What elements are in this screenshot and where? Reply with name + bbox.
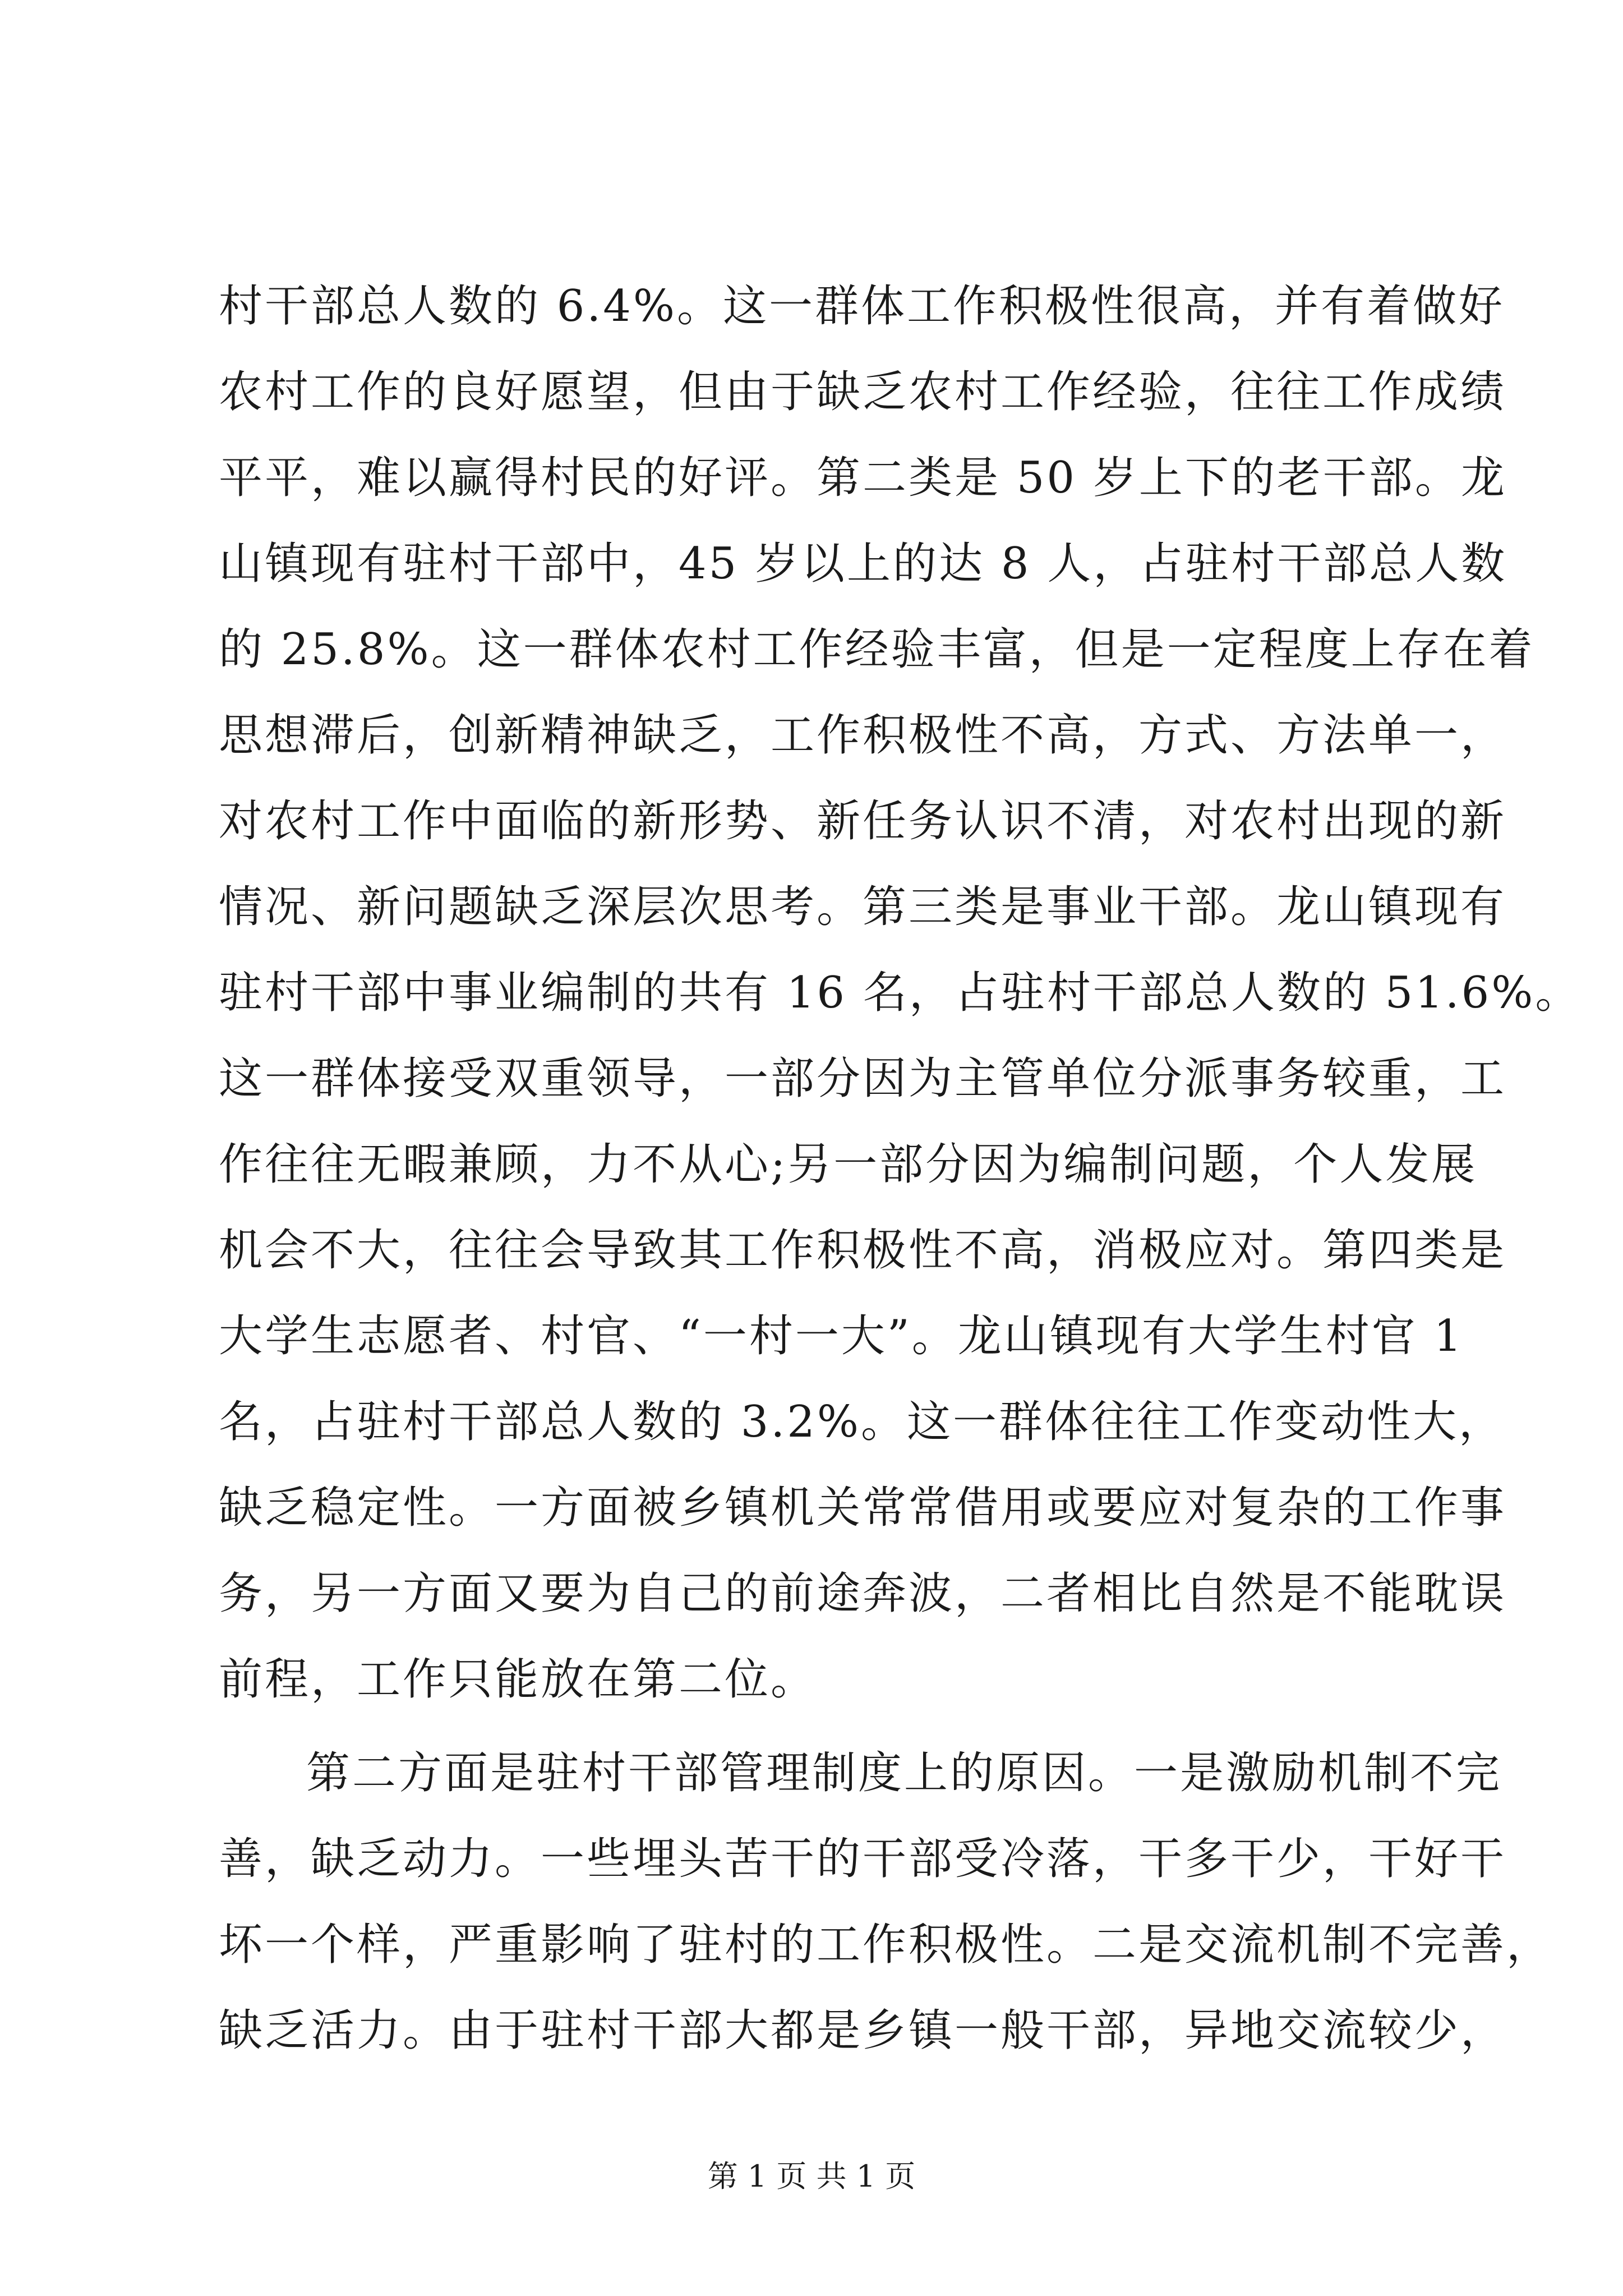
text-line: 缺乏活力。由于驻村干部大都是乡镇一般干部，异地交流较少，	[219, 2005, 1507, 2056]
text-line: 大学生志愿者、村官、“一村一大”。龙山镇现有大学生村官 1	[219, 1311, 1464, 1361]
text-line: 农村工作的良好愿望，但由于缺乏农村工作经验，往往工作成绩	[219, 367, 1507, 417]
text-line: 驻村干部中事业编制的共有 16 名，占驻村干部总人数的 51.6%。	[219, 968, 1581, 1018]
text-line: 情况、新问题缺乏深层次思考。第三类是事业干部。龙山镇现有	[219, 882, 1507, 932]
page-footer: 第 1 页 共 1 页	[707, 2159, 916, 2194]
text-line-indented: 第二方面是驻村干部管理制度上的原因。一是激励机制不完	[306, 1748, 1502, 1798]
paragraph-1	[219, 264, 1581, 1723]
paragraph-spacer	[219, 1723, 1424, 1731]
text-line: 务，另一方面又要为自己的前途奔波，二者相比自然是不能耽误	[219, 1568, 1507, 1619]
text-line: 坏一个样，严重影响了驻村的工作积极性。二是交流机制不完善，	[219, 1920, 1553, 1970]
text-line: 思想滞后，创新精神缺乏，工作积极性不高，方式、方法单一，	[219, 710, 1507, 761]
text-line: 名，占驻村干部总人数的 3.2%。这一群体往往工作变动性大，	[219, 1397, 1505, 1447]
text-line: 缺乏稳定性。一方面被乡镇机关常常借用或要应对复杂的工作事	[219, 1483, 1507, 1533]
text-line: 善，缺乏动力。一些埋头苦干的干部受冷落，干多干少，干好干	[219, 1834, 1507, 1884]
document-body	[219, 264, 1581, 2074]
text-line: 作往往无暇兼顾，力不从心;另一部分因为编制问题，个人发展	[219, 1139, 1478, 1190]
text-line: 平平，难以赢得村民的好评。第二类是 50 岁上下的老干部。龙	[219, 453, 1507, 503]
text-line: 前程，工作只能放在第二位。	[219, 1654, 817, 1705]
text-line: 的 25.8%。这一群体农村工作经验丰富，但是一定程度上存在着	[219, 624, 1535, 675]
text-line: 这一群体接受双重领导，一部分因为主管单位分派事务较重，工	[219, 1053, 1507, 1104]
text-line: 村干部总人数的 6.4%。这一群体工作积极性很高，并有着做好	[219, 281, 1505, 332]
paragraph-2	[219, 1731, 1553, 2074]
text-line: 山镇现有驻村干部中，45 岁以上的达 8 人，占驻村干部总人数	[219, 539, 1507, 589]
text-line: 对农村工作中面临的新形势、新任务认识不清，对农村出现的新	[219, 796, 1507, 846]
text-line: 机会不大，往往会导致其工作积极性不高，消极应对。第四类是	[219, 1225, 1507, 1276]
